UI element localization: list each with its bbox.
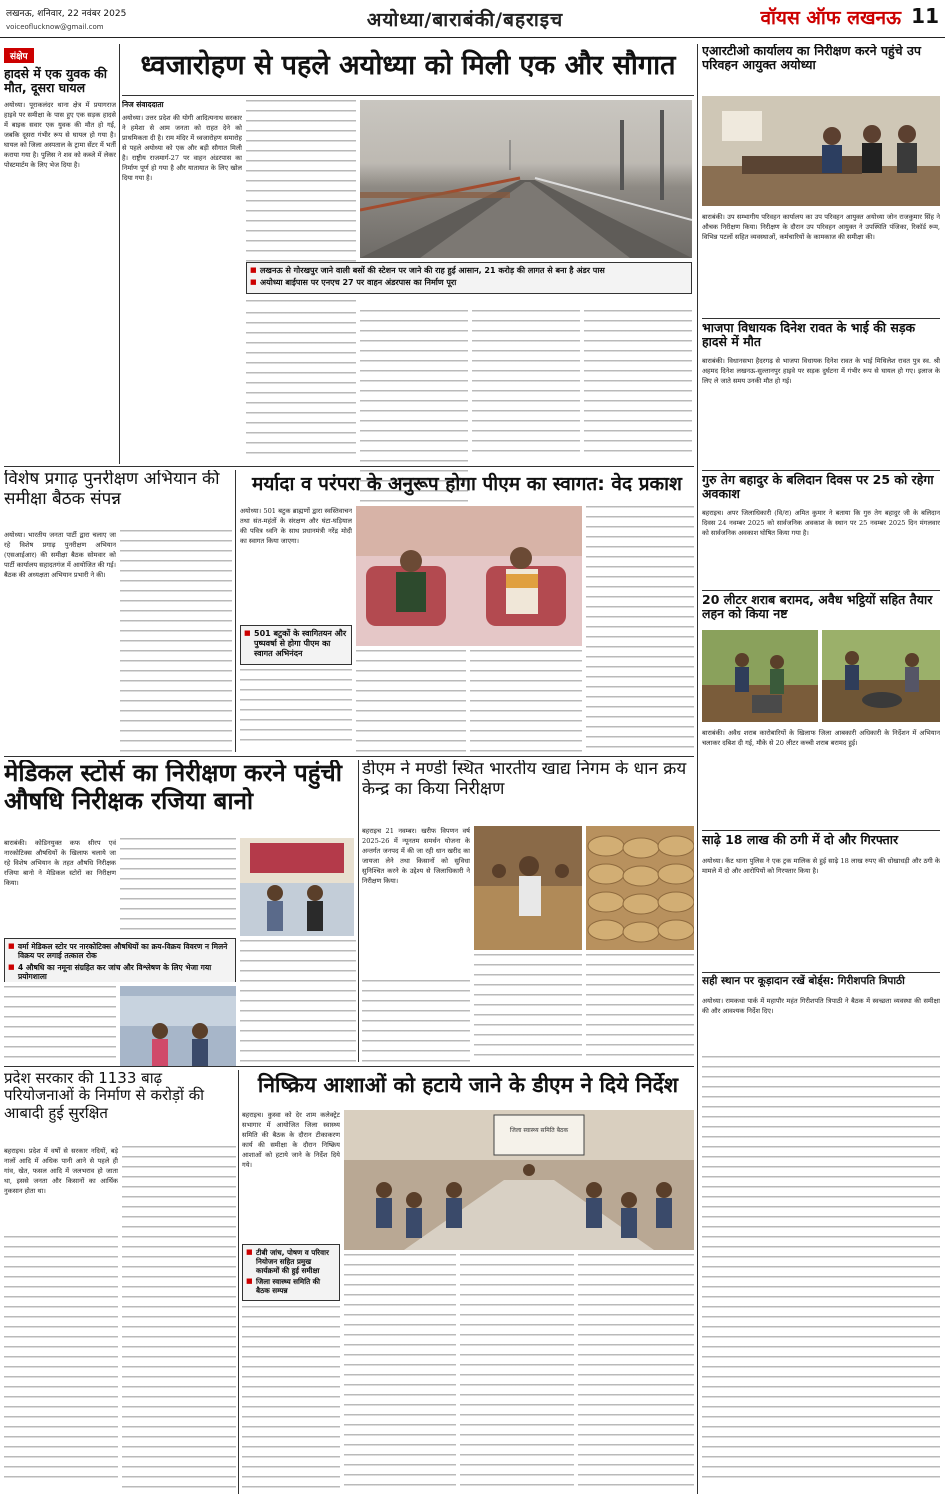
flood-col-1 xyxy=(4,1146,118,1494)
clean-body-box xyxy=(702,996,940,1494)
right-column-rule xyxy=(697,44,698,1494)
column-rule-4 xyxy=(238,1070,239,1494)
flood-headline: प्रदेश सरकार की 1133 बाढ़ परियोजनाओं के निर्माण से करोड़ों की आबादी हुई सुरक्षित xyxy=(4,1070,205,1122)
fci-col-2 xyxy=(362,980,470,1062)
ved-col-4 xyxy=(586,506,694,752)
liquor-headline-box xyxy=(702,590,940,626)
sir-col-1 xyxy=(4,530,116,752)
rto-photo-art xyxy=(702,96,940,206)
fci-photo-2 xyxy=(586,826,694,950)
asha-col-1b xyxy=(242,1306,340,1494)
ved-headline-box xyxy=(240,470,694,504)
medical-col-1 xyxy=(4,838,116,938)
medical-highlights xyxy=(4,938,236,982)
medical-photo-2 xyxy=(240,838,354,936)
liquor-body: बाराबंकी। अवैध शराब कारोबारियों के खिलाफ जिला आबकारी अधिकारी के निर्देशन में अभियान चलाकर दबिश दी गई, मौके से 20 लीटर कच्ची शराब बरामद हुई। xyxy=(702,729,940,747)
fci-headline: डीएम ने मण्डी स्थित भारतीय खाद्य निगम के धान क्रय केन्द्र का किया निरीक्षण xyxy=(362,760,687,799)
asha-highlight-2: ■ जिला स्वास्थ्य समिति की बैठक सम्पन्न xyxy=(246,1277,336,1295)
asha-highlights xyxy=(242,1244,340,1302)
section-title: अयोध्या/बाराबंकी/बहराइच xyxy=(366,9,564,31)
ved-photo-art xyxy=(356,506,582,646)
medical-photo-2-art xyxy=(240,838,354,936)
fraud-body-box xyxy=(702,856,940,966)
column-rule xyxy=(119,44,120,464)
guru-headline: गुरु तेग बहादुर के बलिदान दिवस पर 25 को रहेगा अवकाश xyxy=(702,472,934,502)
fraud-body: अयोध्या। कैंट थाना पुलिस ने एक ट्रक मालिक से हुई साढ़े 18 लाख रुपए की धोखाधड़ी और ठगी के मामले में दो और आरोपियों को गिरफ्तार किया है। xyxy=(702,857,940,875)
fci-col-3 xyxy=(474,954,582,1062)
asha-col-4 xyxy=(578,1254,694,1494)
sir-headline-box xyxy=(4,470,232,526)
clean-body: अयोध्या। रामकथा पार्क में महापौर महंत गिरीशपति त्रिपाठी ने बैठक में स्वच्छता व्यवस्था की समीक्षा की और आवश्यक निर्देश दिए। xyxy=(702,997,940,1015)
fci-photo-2-art xyxy=(586,826,694,950)
ved-photo xyxy=(356,506,582,646)
medical-col-1b xyxy=(4,986,116,1062)
main-byline: निज संवाददाता xyxy=(122,100,164,109)
edition-email[interactable]: voiceoflucknow@gmail.com xyxy=(6,23,104,31)
main-col-2b xyxy=(246,312,356,460)
band-rule-2 xyxy=(4,756,694,757)
asha-body: बहराइच। कुस्वा को देर शाम कलेक्ट्रेट सभागार में आयोजित जिला स्वास्थ्य समिति की बैठक के दौरान टीकाकरण कार्य की समीक्षा के दौरान निष्क्रिय आशाओं को हटाये जाने के निर्देश दिये गये। xyxy=(242,1111,340,1169)
guru-body-box xyxy=(702,508,940,584)
guru-headline-box xyxy=(702,470,940,504)
ved-col-3 xyxy=(470,650,582,752)
asha-col-3 xyxy=(460,1254,574,1494)
asha-highlight-1: ■ टीबी जांच, पोषण व परिवार नियोजन सहित प्रमुख कार्यक्रमों की हुई समीक्षा xyxy=(246,1248,336,1275)
main-headline-box xyxy=(122,44,694,96)
clean-headline: सही स्थान पर कूड़ादान रखें बोर्ड्स: गिरीशपति त्रिपाठी xyxy=(702,975,905,987)
fci-photo-1 xyxy=(474,826,582,950)
flood-col-2 xyxy=(122,1146,236,1494)
flood-body: बहराइच। प्रदेश में वर्षों से सरकार नदियों, बड़े नालों आदि में अधिक पानी आने से पहले ही गांव, खेत, फसल आदि में जलभराव हो जाता था, इससे जनता और किसानों का आर्थिक नुकसान होता था। xyxy=(4,1147,118,1195)
main-body: अयोध्या। उत्तर प्रदेश की योगी आदित्यनाथ सरकार ने हमेशा से आम जनता को राहत देने को प्राथमिकता दी है। राम मंदिर में ध्वजारोहण समारोह से पहले अयोध्या को एक और बड़ी सौगात मिली है। राष्ट्रीय राजमार्ग-27 पर वाहन अंडरपास का निर्माण पूर्ण हो गया है और यातायात के लिए खोल दिया गया है। xyxy=(122,114,242,182)
main-highlight-2: ■ अयोध्या बाईपास पर एनएच 27 पर वाहन अंडरपास का निर्माण पूरा xyxy=(250,278,688,288)
bjp-headline-box xyxy=(702,318,940,350)
clean-headline-box xyxy=(702,972,940,992)
ved-col-2 xyxy=(356,650,466,752)
ved-body: अयोध्या। 501 बटुक ब्राह्मणों द्वारा स्वस्तिवाचन तथा संत-महंतों के संरक्षण और घंटा-घड़ियाल की पवित्र ध्वनि के साथ प्रधानमंत्री नरेंद्र मोदी का स्वागत किया जाएगा। xyxy=(240,507,352,545)
liquor-photo-1-art xyxy=(702,630,818,722)
brief-body: अयोध्या। पूराकलंदर थाना क्षेत्र में प्रयागराज हाइवे पर समीक्षा के पास हुए एक सड़क हादसे में बाइक सवार एक युवक की मौत हो गई, जबकि दूसरा गंभीर रूप से घायल हो गया है। घायल को जिला अस्पताल के ट्रामा सेंटर में भर्ती कराया गया है। पुलिस ने शव को कब्जे में लेकर पोस्टमार्टम के लिए भेज दिया है। xyxy=(4,100,116,169)
underpass-photo xyxy=(360,100,692,258)
asha-headline-box xyxy=(242,1070,694,1106)
fraud-headline: साढ़े 18 लाख की ठगी में दो और गिरफ्तार xyxy=(702,832,899,847)
main-col-5 xyxy=(584,310,692,460)
rto-body-box xyxy=(702,212,940,308)
medical-headline: मेडिकल स्टोर्स का निरीक्षण करने पहुंची औषधि निरीक्षक रजिया बानो xyxy=(4,760,342,815)
medical-photo-1-art xyxy=(120,986,236,1066)
fci-photo-1-art xyxy=(474,826,582,950)
rto-photo xyxy=(702,96,940,206)
fci-headline-box xyxy=(362,760,694,822)
edition-date: लखनऊ, शनिवार, 22 नवंबर 2025 xyxy=(6,9,127,19)
fci-col-4 xyxy=(586,954,694,1062)
asha-photo-art xyxy=(344,1110,694,1250)
guru-body: बहराइच। अपर जिलाधिकारी (वि/रा) अमित कुमार ने बताया कि गुरु तेग बहादुर जी के बलिदान दिवस 24 नवम्बर 2025 को सार्वजनिक अवकाश के स्थान पर 25 नवम्बर 2025 दिन मंगलवार को सार्वजनिक अवकाश घोषित किया गया है। xyxy=(702,509,940,537)
medical-headline-box xyxy=(4,760,356,834)
liquor-photo-1 xyxy=(702,630,818,722)
rto-body: बाराबंकी। उप सम्भागीय परिवहन कार्यालय का उप परिवहन आयुक्त अयोध्या जोन राजकुमार सिंह ने औचक निरीक्षण किया। निरीक्षण के दौरान उप परिवहन आयुक्त ने उपस्थिति पंजिका, रिकॉर्ड रूम, विभिन्न पटलों सहित व्यवस्थाओं, कर्मचारियों के कामकाज की समीक्षा की। xyxy=(702,213,940,241)
liquor-body-box xyxy=(702,728,940,824)
main-highlight-1: ■ लखनऊ से गोरखपुर जाने वाली बसों की स्टेशन पर जाने की राह हुई आसान, 21 करोड़ की लागत से बना है अंडर पास xyxy=(250,266,688,276)
ved-highlight-box xyxy=(240,625,352,665)
band-rule-1 xyxy=(4,466,694,467)
bjp-headline: भाजपा विधायक दिनेश रावत के भाई की सड़क हादसे में मौत xyxy=(702,320,916,350)
ved-headline: मर्यादा व परंपरा के अनुरूप होगा पीएम का स्वागत: वेद प्रकाश xyxy=(252,473,682,495)
masthead xyxy=(0,0,945,38)
asha-headline: निष्क्रिय आशाओं को हटाये जाने के डीएम ने दिये निर्देश xyxy=(257,1073,679,1097)
clean-body-filler xyxy=(702,1056,940,1486)
band-rule-3 xyxy=(4,1066,694,1067)
asha-photo xyxy=(344,1110,694,1250)
main-headline: ध्वजारोहण से पहले अयोध्या को मिली एक और सौगात xyxy=(140,50,676,81)
main-col-4 xyxy=(472,310,580,460)
column-rule-3 xyxy=(358,760,359,1062)
liquor-photo-2-art xyxy=(822,630,940,722)
fci-body: बहराइच 21 नवम्बर। खरीफ विपणन वर्ष 2025-26 में न्यूनतम समर्थन योजना के अन्तर्गत जनपद में की जा रही धान खरीद का जायजा लेने तथा किसानों को सुविधा सुनिश्चित करने के उद्देश्य से जिलाधिकारी ने निरीक्षण किया। xyxy=(362,827,470,885)
liquor-photo-2 xyxy=(822,630,940,722)
medical-body: बाराबंकी। कोडिनयुक्त कफ सीरप एवं नारकोटिक्स औषधियों के खिलाफ चलाये जा रहे विशेष अभियान के तहत औषधि निरीक्षक रजिया बानो ने मेडिकल स्टोरों का निरीक्षण किया। xyxy=(4,839,116,887)
sir-highlight: ■ 501 बटुकों के स्वागितयन और पुष्पवर्षा से होगा पीएम का स्वागत अभिनंदन xyxy=(244,629,348,659)
brand-logo: वॉयस ऑफ लखनऊ xyxy=(760,7,901,29)
sir-body: अयोध्या। भारतीय जनता पार्टी द्वारा चलाए जा रहे विशेष प्रगाढ़ पुनरीक्षण अभियान (एसआईआर) की समीक्षा बैठक सोमवार को पार्टी कार्यालय सहादतगंज में आयोजित की गई। बैठक की अध्यक्षता अभियान प्रभारी ने की। xyxy=(4,531,116,579)
medical-col-3 xyxy=(240,940,356,1062)
flood-headline-box xyxy=(4,1070,236,1142)
main-col-1 xyxy=(122,100,242,460)
flood-col-1-filler xyxy=(4,1236,118,1486)
ved-col-1 xyxy=(240,506,352,752)
brief-headline: हादसे में एक युवक की मौत, दूसरा घायल xyxy=(4,66,107,96)
asha-col-1 xyxy=(242,1110,340,1240)
underpass-photo-art xyxy=(360,100,692,258)
page-number: 11 xyxy=(911,4,939,28)
asha-slide-title: जिला स्वास्थ्य समिति बैठक xyxy=(509,1127,569,1134)
fci-col-1 xyxy=(362,826,470,976)
column-rule-2 xyxy=(235,470,236,752)
fraud-headline-box xyxy=(702,830,940,850)
medical-highlight-2: ■ 4 औषधि का नमूना संग्रहित कर जांच और विश्लेषण के लिए भेजा गया प्रयोगशाला xyxy=(8,963,232,982)
rto-headline-box xyxy=(702,44,940,94)
sir-col-2 xyxy=(120,530,232,752)
medical-photo-1 xyxy=(120,986,236,1066)
left-brief xyxy=(4,44,116,464)
asha-col-2 xyxy=(344,1254,456,1494)
brief-tag: संक्षेप xyxy=(4,48,34,63)
bjp-body-box xyxy=(702,356,940,464)
main-highlights xyxy=(246,262,692,307)
bjp-body: बाराबंकी। विधानसभा हैदरगढ़ से भाजपा विधायक दिनेश रावत के भाई मिथिलेश रावत पुत्र स्व. श्री अहमद दिनेश लखनऊ-सुल्तानपुर हाइवे पर सड़क दुर्घटना में गंभीर रूप से घायल हो गए। इलाज के लिए ले जाते समय उनकी मौत हो गई। xyxy=(702,357,940,385)
medical-highlight-1: ■ वर्मा मेडिकल स्टोर पर नारकोटिक्स औषधियों का क्रय-विक्रय विवरण न मिलने विक्रय पर लगाई तत्काल रोक xyxy=(8,942,232,961)
medical-col-2 xyxy=(120,838,236,936)
rto-headline: एआरटीओ कार्यालय का निरीक्षण करने पहुंचे उप परिवहन आयुक्त अयोध्या xyxy=(702,44,921,73)
sir-headline: विशेष प्रगाढ़ पुनरीक्षण अभियान की समीक्षा बैठक संपन्न xyxy=(4,470,220,509)
ved-col-1-filler xyxy=(240,669,352,749)
liquor-headline: 20 लीटर शराब बरामद, अवैध भट्ठियों सहित तैयार लहन को किया नष्ट xyxy=(702,592,933,622)
